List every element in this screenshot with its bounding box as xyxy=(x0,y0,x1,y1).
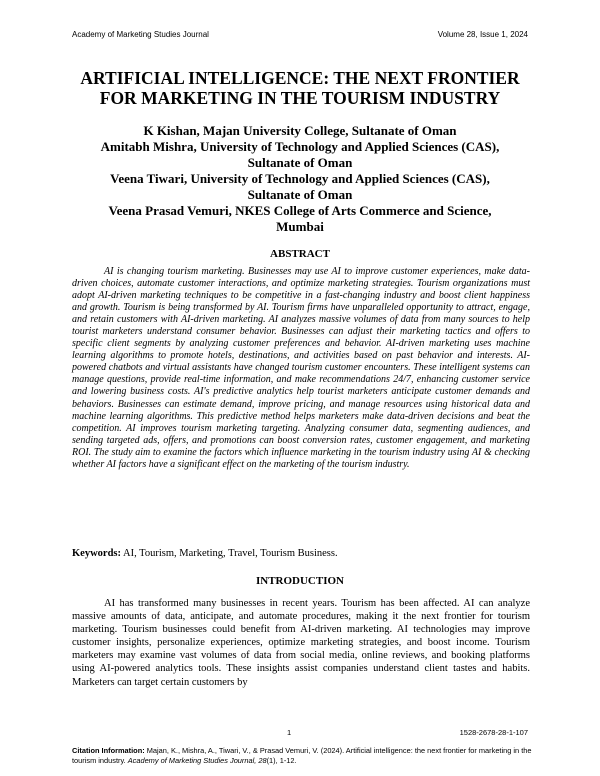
keywords xyxy=(72,548,530,559)
journal-name: Academy of Marketing Studies Journal xyxy=(72,30,209,39)
title-line-2: FOR MARKETING IN THE TOURISM INDUSTRY xyxy=(99,88,501,108)
introduction-text: AI has transformed many businesses in recent years. Tourism has been affected. AI can analyze massive amounts of data, anticipate, and automate procedures, making it the next frontier for tourism marketing. Tourism businesses could benefit from AI-driven marketing. AI technologies may improve customer insights, personalize experiences, optimize marketing strategies, and boost income. Tourism marketers may examine vast volumes of data from social media, online reviews, and booking platforms using AI-powered analytics tools. These insights assist companies understand client tastes and habits. Marketers can target certain customers by xyxy=(72,598,530,688)
volume-issue: Volume 28, Issue 1, 2024 xyxy=(437,30,528,39)
paper-title xyxy=(60,68,540,108)
author-line: Veena Prasad Vemuri, NKES College of Arts Commerce and Science, xyxy=(108,203,492,218)
abstract-text: AI is changing tourism marketing. Businesses may use AI to improve customer experiences, make data-driven choices, automate customer interactions, and optimize marketing strategies. Tourism organizations must adopt AI-driven marketing techniques to be competitive in a fast-changing industry and boost client happiness and growth. Tourism is being transformed by AI. Tourism firms have unparalleled opportunity to attract, engage, and retain customers with AI-driven marketing. AI analyzes massive volumes of data from many sources to help tourist marketers understand consumer behavior. Businesses can adjust their marketing tactics and offers to specific client segments by analyzing customer preferences and behavior. AI-driven marketing uses machine learning algorithms to promote hotels, destinations, and activities based on past behavior and interests. AI-powered chatbots and virtual assistants have changed tourism customer encounters. These intelligent systems can manage questions, provide real-time information, and make recommendations 24/7, enhancing customer service and lowering business costs. AI's predictive analytics help tourist marketers anticipate customer demands and behaviors. Businesses can estimate demand, improve pricing, and manage resources using historical data and machine learning algorithms. This predictive method helps marketers make data-driven decisions and beat the competition. AI improves tourism marketing targeting. Analyzing consumer data, segmenting audiences, and sending targeted ads, offers, and promotions can boost conversion rates, customer engagement, and marketing ROI. The study aim to examine the factors which influence marketing in the tourism industry using AI & checking whether AI factors have a significant effect on the marketing of the tourism industry. xyxy=(72,266,530,470)
citation-text: Majan, K., Mishra, A., Tiwari, V., & Prasad Vemuri, V. (2024). Artificial intelligence: the next frontier for marketing in the tourism industry. xyxy=(72,746,532,765)
author-line: Amitabh Mishra, University of Technology and Applied Sciences (CAS), xyxy=(100,139,500,154)
page-footer xyxy=(72,728,528,738)
author-list xyxy=(60,123,540,235)
citation-journal: Academy of Marketing Studies Journal, 28 xyxy=(127,755,267,765)
author-line: Sultanate of Oman xyxy=(247,155,353,170)
author-line: Sultanate of Oman xyxy=(247,187,353,202)
keywords-text: AI, Tourism, Marketing, Travel, Tourism Business. xyxy=(121,548,338,559)
introduction-heading: INTRODUCTION xyxy=(255,575,344,587)
citation-label: Citation Information: xyxy=(72,746,145,755)
author-line: K Kishan, Majan University College, Sultanate of Oman xyxy=(143,123,457,138)
citation-issue-pages: (1), 1-12. xyxy=(266,755,297,765)
running-header xyxy=(72,30,528,39)
author-line: Veena Tiwari, University of Technology and Applied Sciences (CAS), xyxy=(110,171,490,186)
article-code: 1528-2678-28-1-107 xyxy=(459,728,528,737)
abstract-heading: ABSTRACT xyxy=(270,248,330,260)
title-line-1: ARTIFICIAL INTELLIGENCE: THE NEXT FRONTIER xyxy=(80,68,520,88)
keywords-label: Keywords: xyxy=(72,548,121,559)
citation-information xyxy=(72,746,532,765)
author-line: Mumbai xyxy=(276,219,324,234)
page-number: 1 xyxy=(287,728,292,737)
